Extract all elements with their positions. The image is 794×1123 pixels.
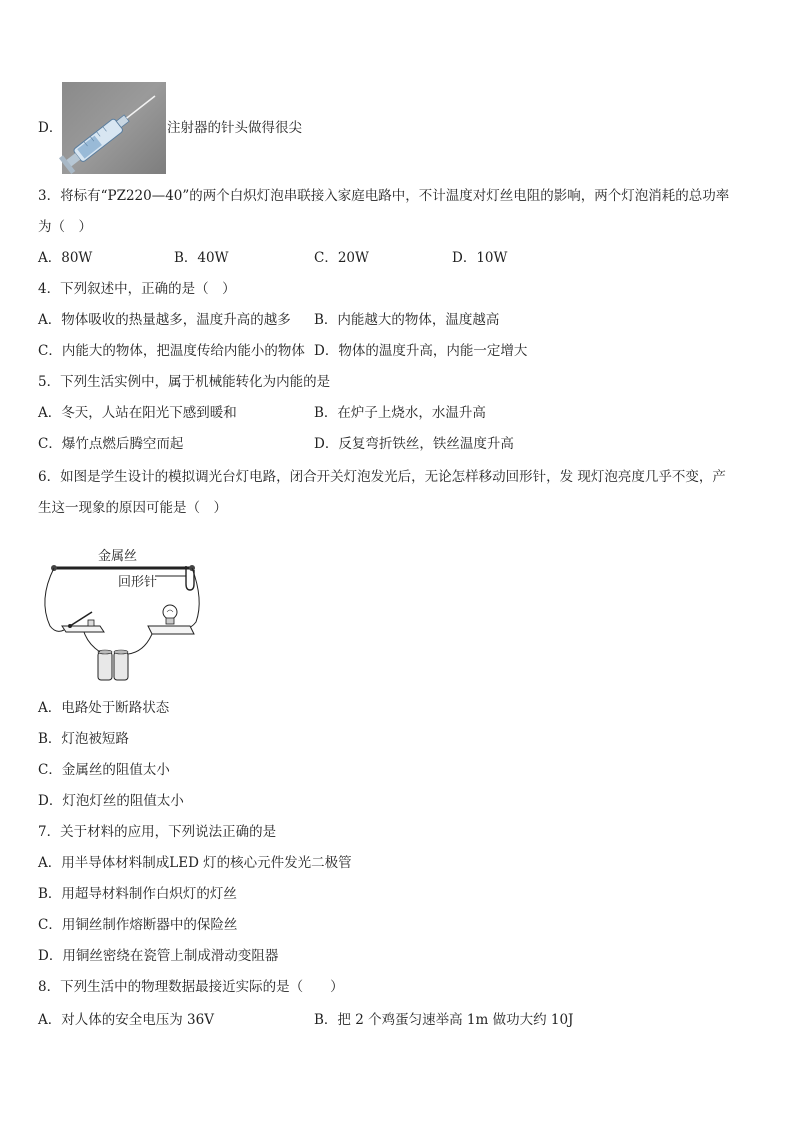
q6-stem-line1: 6．如图是学生设计的模拟调光台灯电路，闭合开关灯泡发光后，无论怎样移动回形针，发 现灯泡亮度几乎不变，产	[38, 469, 726, 485]
q5-option-a: A．冬天，人站在阳光下感到暖和	[38, 405, 237, 421]
q7-option-a: A．用半导体材料制成LED 灯的核心元件发光二极管	[38, 855, 352, 871]
q7-option-b: B．用超导材料制作白炽灯的灯丝	[38, 886, 237, 902]
q8-stem: 8．下列生活中的物理数据最接近实际的是（ ）	[38, 979, 344, 995]
q3-stem-line1: 3．将标有“PZ220—40”的两个白炽灯泡串联接入家庭电路中，不计温度对灯丝电阻的影响，两个灯泡消耗的总功率	[38, 188, 730, 204]
q2-option-d-letter: D．	[38, 120, 63, 136]
circuit-figure	[40, 540, 210, 690]
syringe-icon	[62, 82, 166, 174]
bulb-icon	[148, 605, 194, 634]
q5-option-d: D．反复弯折铁丝，铁丝温度升高	[314, 436, 514, 452]
q6-option-c: C．金属丝的阻值太小	[38, 762, 170, 778]
q4-option-d: D．物体的温度升高，内能一定增大	[314, 343, 528, 359]
q3-option-d: D．10W	[452, 250, 508, 266]
switch-icon	[62, 612, 104, 632]
label-metal-wire: 金属丝	[98, 549, 138, 564]
q6-option-a: A．电路处于断路状态	[38, 700, 170, 716]
q3-stem-line2: 为（ ）	[38, 219, 92, 235]
q3-option-c: C．20W	[314, 250, 369, 266]
q5-option-b: B．在炉子上烧水，水温升高	[314, 405, 486, 421]
q6-option-b: B．灯泡被短路	[38, 731, 129, 747]
battery-icon	[98, 650, 128, 680]
q5-stem: 5．下列生活实例中，属于机械能转化为内能的是	[38, 374, 331, 390]
q7-stem: 7．关于材料的应用，下列说法正确的是	[38, 824, 277, 840]
label-paper-clip: 回形针	[118, 575, 158, 590]
q4-stem: 4．下列叙述中，正确的是（ ）	[38, 281, 236, 297]
q8-option-a: A．对人体的安全电压为 36V	[38, 1012, 214, 1028]
q6-stem-line2: 生这一现象的原因可能是（ ）	[38, 500, 227, 516]
q3-option-b: B．40W	[174, 250, 229, 266]
q2-option-d-text: 注射器的针头做得很尖	[167, 120, 302, 136]
q6-option-d: D．灯泡灯丝的阻值太小	[38, 793, 184, 809]
q8-option-b: B．把 2 个鸡蛋匀速举高 1m 做功大约 10J	[314, 1012, 574, 1028]
q7-option-d: D．用铜丝密绕在瓷管上制成滑动变阻器	[38, 948, 279, 964]
q5-option-c: C．爆竹点燃后腾空而起	[38, 436, 184, 452]
q4-option-c: C．内能大的物体，把温度传给内能小的物体	[38, 343, 305, 359]
q7-option-c: C．用铜丝制作熔断器中的保险丝	[38, 917, 238, 933]
q4-option-b: B．内能越大的物体，温度越高	[314, 312, 500, 328]
q3-option-a: A．80W	[38, 250, 93, 266]
q4-option-a: A．物体吸收的热量越多，温度升高的越多	[38, 312, 291, 328]
